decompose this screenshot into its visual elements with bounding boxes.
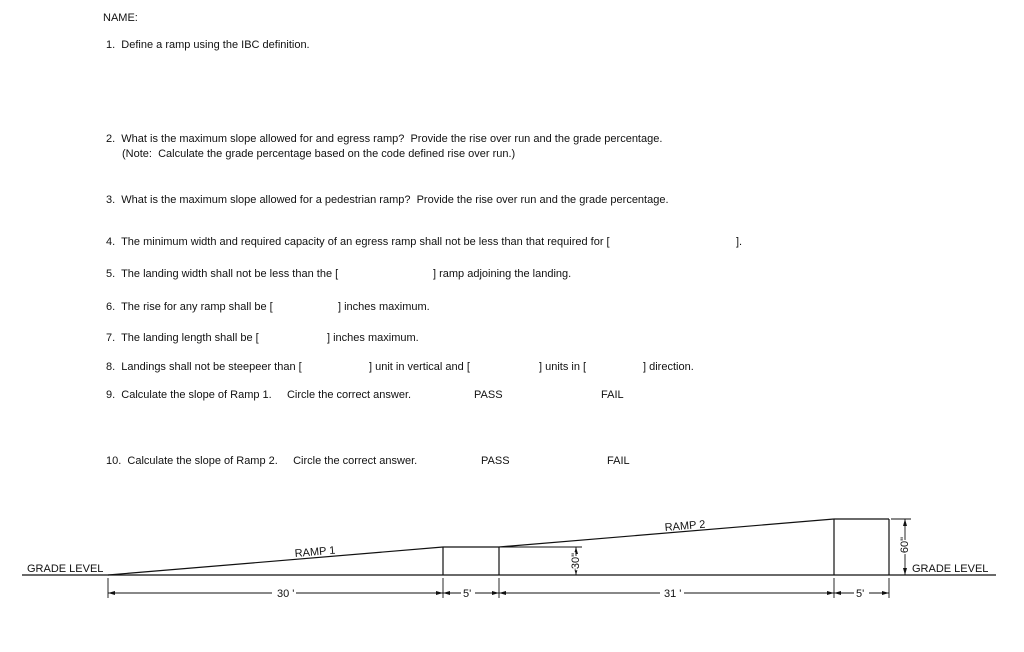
- arrow-2-left: [443, 591, 450, 595]
- arrow-1-left: [108, 591, 115, 595]
- question-2-note: (Note: Calculate the grade percentage based on the code defined rise over run.): [122, 148, 516, 160]
- arrow-4-right: [882, 591, 889, 595]
- name-label: NAME:: [103, 12, 138, 24]
- question-4-blank-close: ].: [736, 236, 743, 248]
- question-8-blank-close: ] direction.: [643, 361, 694, 373]
- question-3: 3. What is the maximum slope allowed for a pedestrian ramp? Provide the rise over run and the grade percentage.: [106, 194, 669, 206]
- question-8-blank-mid2: ] units in [: [539, 361, 587, 373]
- grade-level-right-label: GRADE LEVEL: [912, 563, 989, 575]
- dim-landing-1: 5': [463, 588, 472, 600]
- arrow-3-right: [827, 591, 834, 595]
- arrow-1-right: [436, 591, 443, 595]
- question-10: 10. Calculate the slope of Ramp 2. Circle the correct answer.: [106, 455, 418, 467]
- grade-level-left-label: GRADE LEVEL: [27, 563, 104, 575]
- question-7: 7. The landing length shall be [: [106, 332, 259, 344]
- question-8: 8. Landings shall not be steepeer than [: [106, 361, 302, 373]
- dim-rise-1: 30": [570, 552, 582, 570]
- question-4: 4. The minimum width and required capacity of an egress ramp shall not be less than that required for [: [106, 236, 610, 248]
- question-9: 9. Calculate the slope of Ramp 1. Circle the correct answer.: [106, 389, 412, 401]
- question-9-fail[interactable]: FAIL: [601, 389, 624, 401]
- ramp-1-label: RAMP 1: [294, 544, 336, 560]
- dim-ramp-2-run: 31 ': [664, 588, 682, 600]
- question-10-fail[interactable]: FAIL: [607, 455, 630, 467]
- question-9-pass[interactable]: PASS: [474, 389, 503, 401]
- question-6-blank-close: ] inches maximum.: [338, 301, 430, 313]
- arrow-3-left: [499, 591, 506, 595]
- dim-rise-total: 60": [899, 536, 911, 554]
- dim-ramp-1-run: 30 ': [277, 588, 295, 600]
- question-10-pass[interactable]: PASS: [481, 455, 510, 467]
- ramp-2-label: RAMP 2: [664, 518, 706, 534]
- arrow-rise2-bottom: [903, 568, 907, 575]
- arrow-2-right: [492, 591, 499, 595]
- question-6: 6. The rise for any ramp shall be [: [106, 301, 273, 313]
- ramp-1-slope: [108, 544, 443, 575]
- question-2: 2. What is the maximum slope allowed for and egress ramp? Provide the rise over run and the grade percentage.: [106, 133, 663, 145]
- question-7-blank-close: ] inches maximum.: [327, 332, 419, 344]
- question-5-blank-close: ] ramp adjoining the landing.: [433, 268, 572, 280]
- arrow-4-left: [834, 591, 841, 595]
- question-5: 5. The landing width shall not be less than the [: [106, 268, 339, 280]
- question-8-blank-mid1: ] unit in vertical and [: [369, 361, 470, 373]
- arrow-rise2-top: [903, 519, 907, 526]
- dim-landing-2: 5': [856, 588, 865, 600]
- question-1: 1. Define a ramp using the IBC definition.: [106, 39, 310, 51]
